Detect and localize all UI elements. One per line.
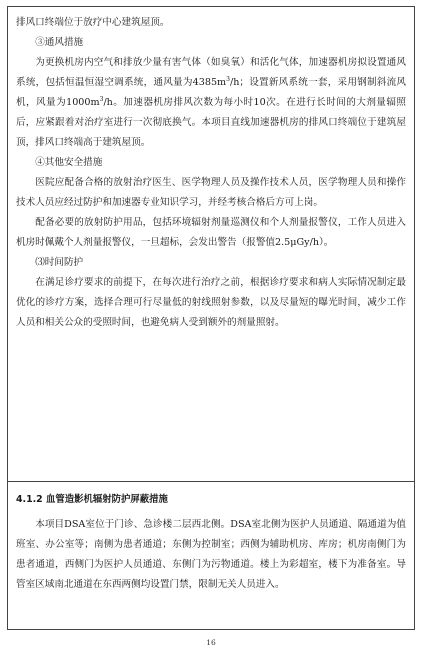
ventilation-text-1: 为更换机房内空气和排放少量有害气体（如臭氧）和活化气体，加速器机房拟设置通风系统，包括恒温恒湿空调系统，通风量为4385m <box>16 57 406 88</box>
bottom-section <box>16 489 406 595</box>
paragraph-dsa-location: 本项目DSA室位于门诊、急诊楼二层西北侧。DSA室北侧为医护人员通道、隔通道为值班室、办公室等；南侧为患者通道；东侧为控制室；西侧为辅助机房、库房；机房南侧门为患者通道，西侧门为医护人员通道、东侧门为污物通道。楼上为彩超室，楼下为准备室。导管室区域南北通道在东西两侧均设置门禁，限制无关人员进入。 <box>16 519 406 590</box>
paragraph-ventilation <box>16 53 406 153</box>
paragraph-time-protection: 在满足诊疗要求的前提下，在每次进行治疗之前，根据诊疗要求和病人实际情况制定最优化的诊疗方案，选择合理可行尽量低的射线照射参数，以及尽量短的曝光时间，减少工作人员和相关公众的受照时间，也避免病人受到额外的剂量照射。 <box>16 277 406 328</box>
paragraph-protective-equipment: 配备必要的放射防护用品，包括环境辐射剂量巡测仪和个人剂量报警仪，工作人员进入机房时佩戴个人剂量报警仪，一旦超标，会发出警告（报警值2.5μGy/h）。 <box>16 217 406 248</box>
ventilation-superscript-1: 3 <box>226 75 230 83</box>
top-section <box>16 13 406 333</box>
heading-other-safety: ④其他安全措施 <box>35 157 103 168</box>
ventilation-superscript-2: 3 <box>99 95 104 103</box>
heading-ventilation: ③通风措施 <box>35 37 84 48</box>
paragraph-staff-qualification: 医院应配备合格的放射治疗医生、医学物理人员及操作技术人员，医学物理人员和操作技术人员应经过防护和加速器专业知识学习，并经考核合格后方可上岗。 <box>16 177 406 208</box>
page-number: 16 <box>206 638 216 647</box>
section-title-dsa: 4.1.2 血管造影机辐射防护屏蔽措施 <box>16 494 168 505</box>
heading-time-protection: ⑶时间防护 <box>35 257 84 268</box>
ventilation-text-2: /h；设置新风系统一套，采用钢制斜流风机，风量为1000m <box>16 77 406 108</box>
paragraph-exhaust-outlet: 排风口终端位于放疗中心建筑屋顶。 <box>16 17 170 28</box>
section-divider <box>8 481 414 482</box>
content-frame <box>7 6 415 630</box>
ventilation-text-3: /h。加速器机房排风次数为每小时10次。在进行长时间的大剂量辐照后，应紧跟着对治疗室进行一次彻底换气。本项目直线加速器机房的排风口终端位于建筑屋顶，排风口终端高于建筑屋顶。 <box>16 97 406 148</box>
